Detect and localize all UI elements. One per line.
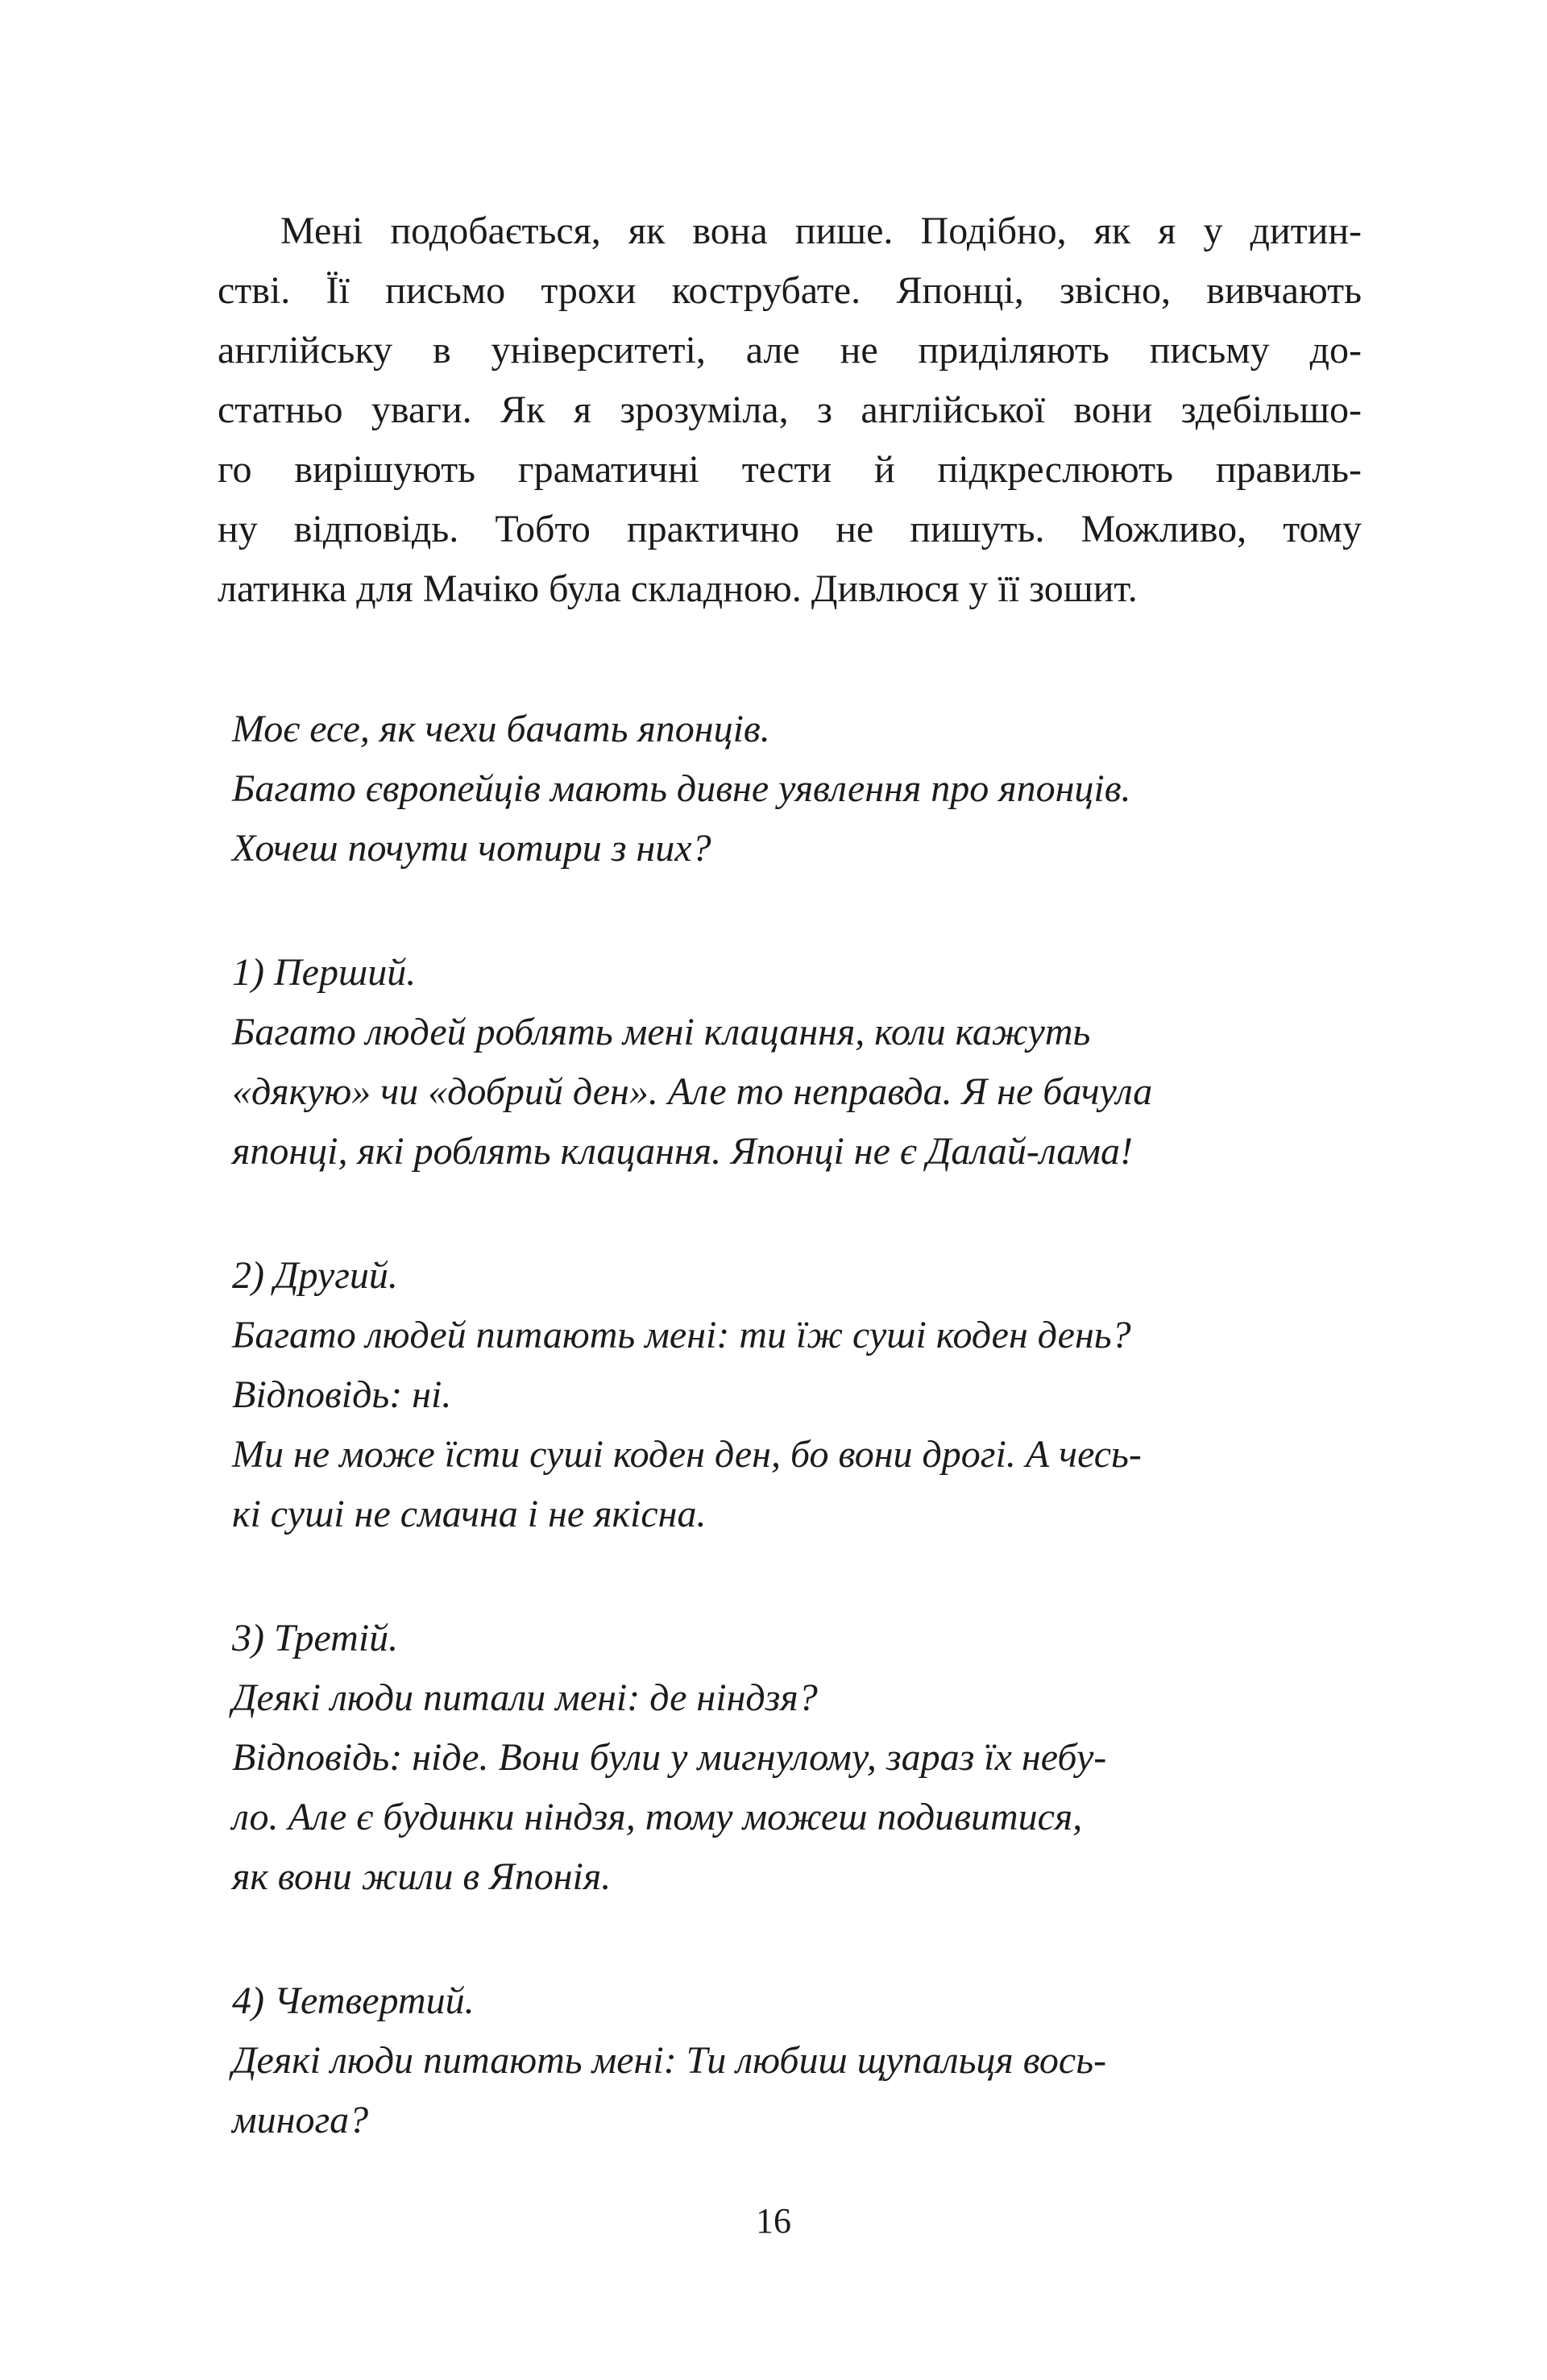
text-line: японці, які роблять клацання. Японці не є Далай-лама! [232,1130,1133,1173]
text-line: Ми не може їсти суші коден ден, бо вони дрогі. А чесь- [232,1433,1142,1476]
text-line: Багато людей роблять мені клацання, коли кажуть [232,1011,1091,1053]
essay-section-body [232,2031,1362,2150]
essay-section-2 [218,1246,1362,1544]
essay-section-title: 1) Перший. [232,951,417,994]
essay-intro [218,700,1362,878]
text-line: стві. Її письмо трохи кострубате. Японці, звісно, вивчають [218,269,1362,312]
essay-section-body [232,1668,1362,1907]
essay-section-4 [218,1971,1362,2150]
body-paragraph [218,201,1362,619]
essay-section-title: 4) Четвертий. [232,1979,475,2022]
essay-section-body [232,1306,1362,1544]
essay-section-title: 2) Другий. [232,1254,398,1297]
text-line: Відповідь: ні. [232,1373,452,1416]
text-line: «дякую» чи «добрий ден». Але то неправда. Я не бачула [232,1070,1153,1113]
text-line: як вони жили в Японія. [232,1855,612,1898]
text-line: Багато людей питають мені: ти їж суші коден день? [232,1314,1131,1356]
text-line: англійську в університеті, але не приділяють письму до- [218,329,1362,372]
essay-section-title: 3) Третій. [232,1617,399,1659]
text-line: Відповідь: ніде. Вони були у мигнулому, зараз їх небу- [232,1736,1107,1779]
text-line: кі суші не смачна і не якісна. [232,1493,707,1535]
text-line: статньо уваги. Як я зрозуміла, з англійської вони здебільшо- [218,388,1362,431]
text-line: Мені подобається, як вона пише. Подібно, як я у дитин- [280,210,1362,252]
text-line: латинка для Мачіко була складною. Дивлюся у її зошит. [218,567,1138,610]
text-line: Моє есе, як чехи бачать японців. [232,708,770,750]
essay-section-1 [218,943,1362,1182]
essay-section-3 [218,1609,1362,1907]
text-line: го вирішують граматичні тести й підкреслюють правиль- [218,448,1362,491]
text-line: Хочеш почути чотири з них? [232,827,711,870]
text-line: минога? [232,2099,369,2141]
page-number: 16 [756,2201,791,2241]
text-line: Деякі люди питали мені: де ніндзя? [232,1676,818,1719]
text-line: Багато європейців мають дивне уявлення про японців. [232,767,1131,810]
text-line: ну відповідь. Тобто практично не пишуть. Можливо, тому [218,508,1362,550]
text-line: Деякі люди питають мені: Ти любиш щупальця вось- [232,2039,1107,2082]
page-text-area [218,201,1362,2150]
text-line: ло. Але є будинки ніндзя, тому можеш подивитися, [232,1796,1083,1838]
essay-section-body [232,1003,1362,1182]
